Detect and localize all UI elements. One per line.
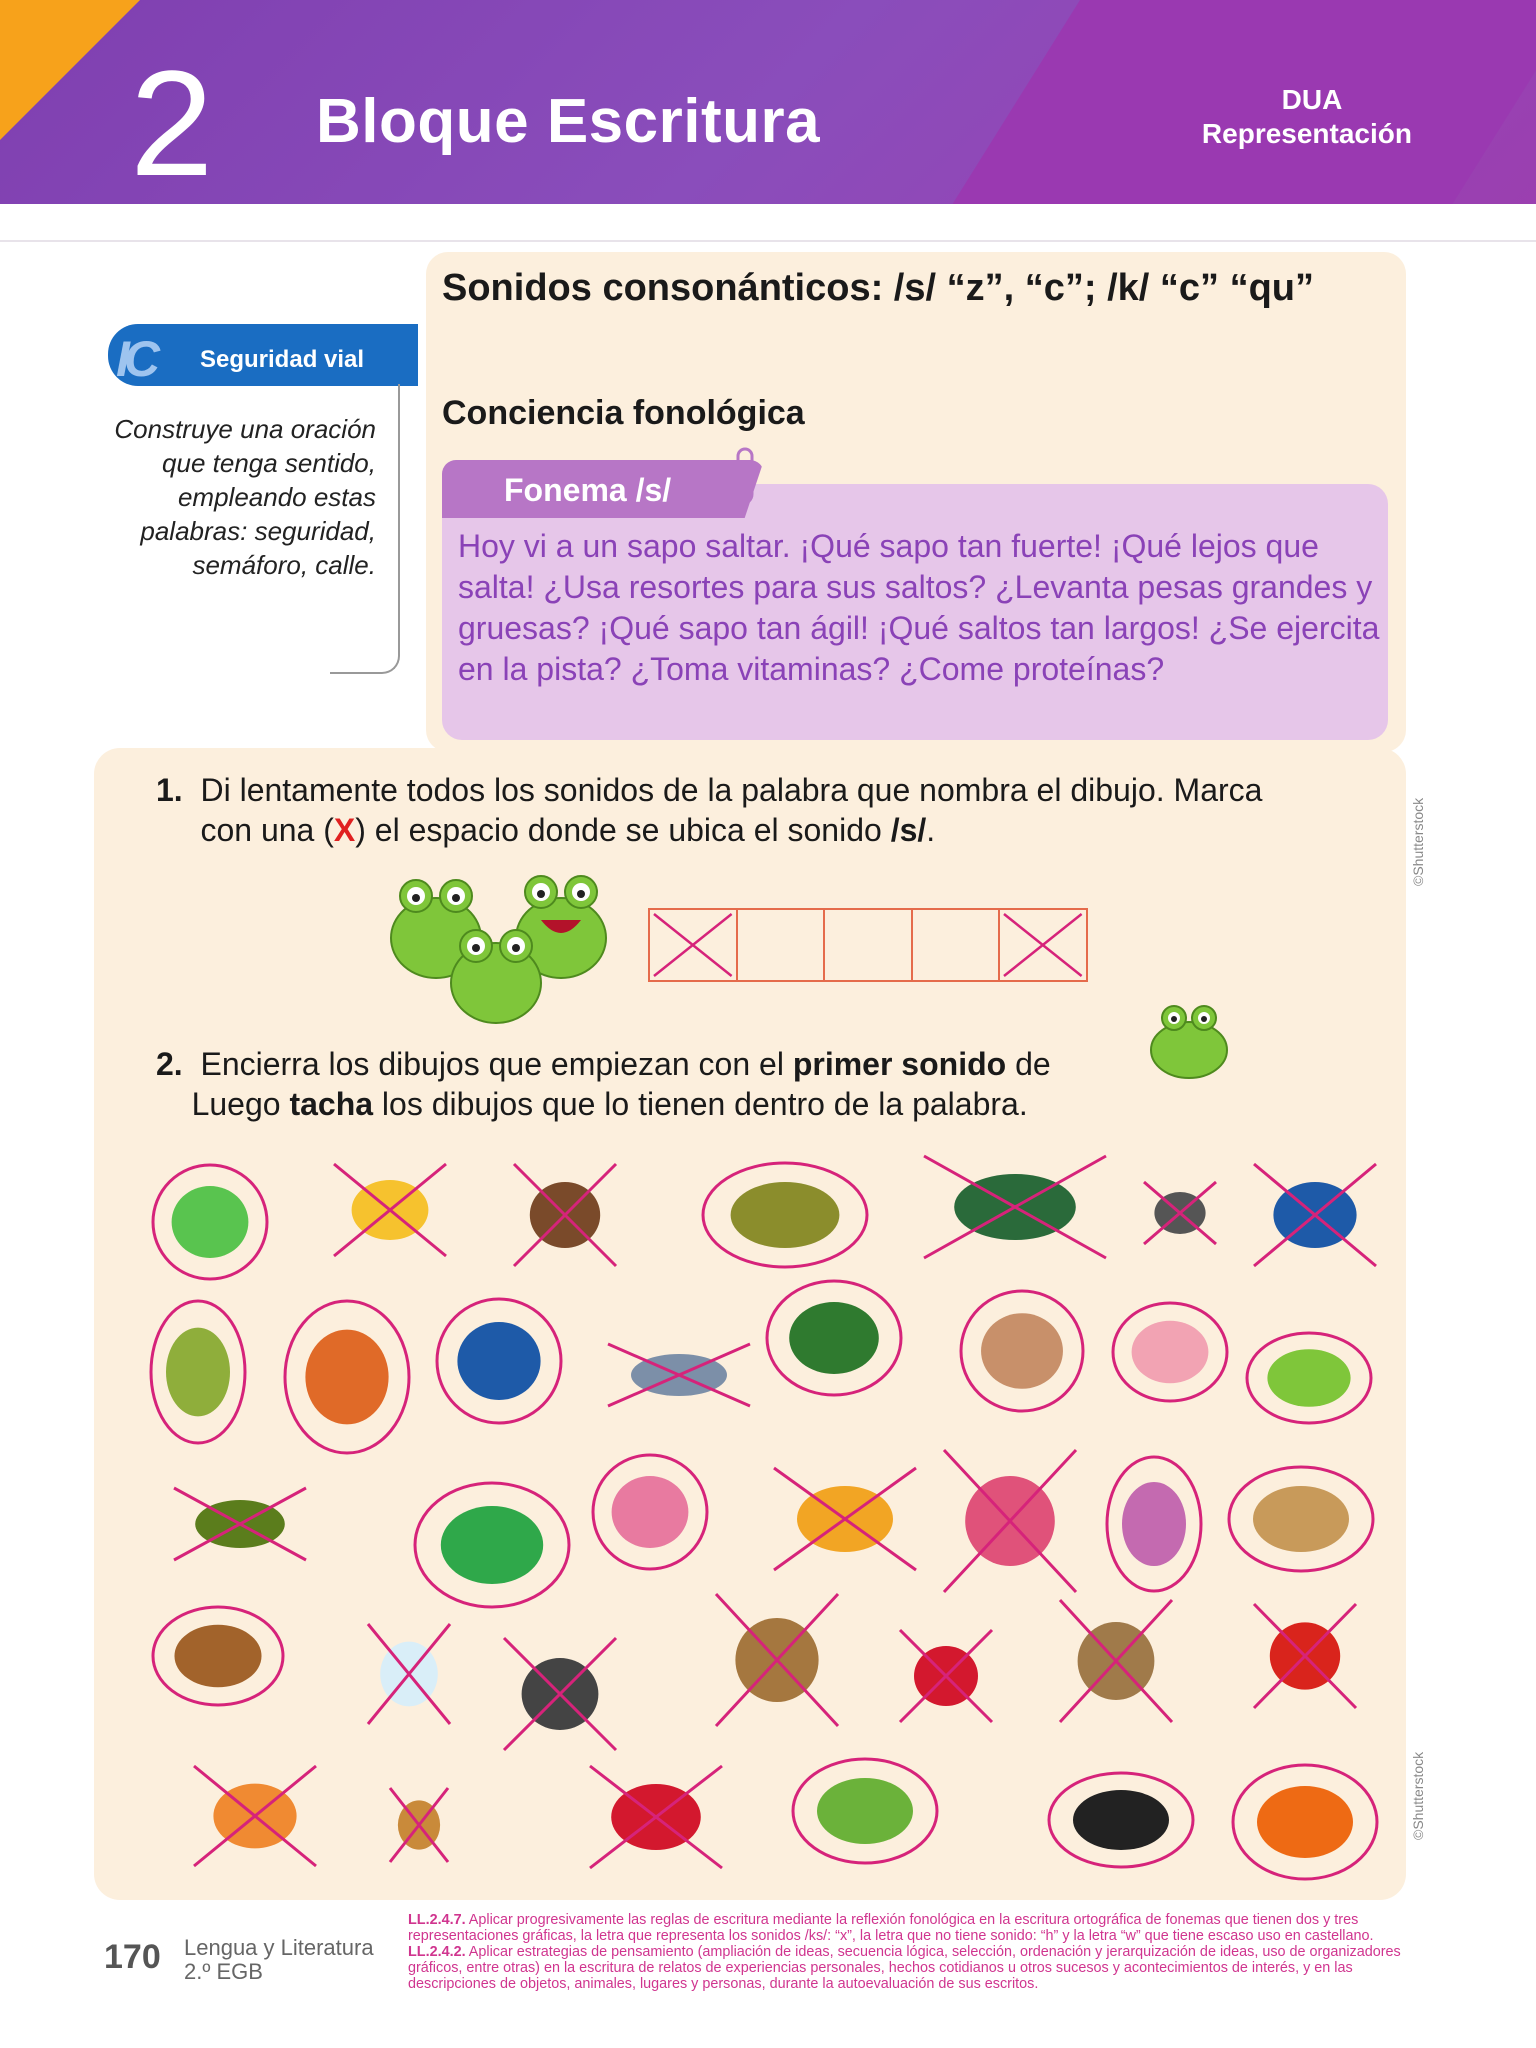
chapter-title: Bloque Escritura <box>316 87 821 156</box>
instruction-text: . <box>926 812 936 848</box>
objective-text: Aplicar estrategias de pensamiento (ampliación de ideas, secuencia lógica, selección, ordenación y jerarquización de ideas, uso de organizadores gráficos, entre otras) en la escritura de relatos de experiencias personales, hechos cotidianos u otros sucesos y acontecimientos de interés, y en las descripciones de objetos, animales, lugares y personas, durante la autoevaluación de sus escritos. <box>408 1944 1401 1992</box>
dua-title: DUA <box>1281 84 1343 115</box>
dua-label <box>1212 84 1412 116</box>
exercise-number: 2. <box>156 1046 183 1082</box>
verb: Encierra <box>200 1046 320 1082</box>
instruction-text: los dibujos que empiezan con el <box>319 1046 793 1082</box>
objective <box>408 1944 1408 1992</box>
sound-box[interactable] <box>650 910 738 980</box>
ic-logo-icon: IC <box>116 331 154 387</box>
sound-box[interactable] <box>913 910 1001 980</box>
x-mark-text: X <box>333 812 356 848</box>
paperclip-icon <box>728 444 762 508</box>
header-corner <box>0 0 140 140</box>
fonema-label: Fonema /s/ <box>504 472 672 508</box>
frogs-image <box>376 858 626 1028</box>
sound-box[interactable] <box>825 910 913 980</box>
chapter-number: 2 <box>130 39 214 207</box>
verb: Di <box>200 772 231 808</box>
emphasis: primer sonido <box>792 1046 1007 1082</box>
objective-text: Aplicar progresivamente las reglas de escritura mediante la reflexión fonológica en la escritura ortográfica de fonemas que tienen dos y tres representaciones gráficas, la letra que representa los sonidos /ks/: “x”, la letra que no tiene sonido: “h” y la letra “w” que tiene escaso uso en castellano. <box>408 1912 1374 1944</box>
objective <box>408 1912 1408 1944</box>
objective-code: LL.2.4.7. <box>408 1912 466 1928</box>
instruction-text: los dibujos que lo tienen dentro de la palabra. <box>373 1086 1028 1122</box>
x-mark-icon <box>650 910 736 980</box>
frog-icon <box>1144 1000 1234 1080</box>
sound-box[interactable] <box>738 910 826 980</box>
sound-boxes <box>648 908 1088 982</box>
phoneme: /s/ <box>890 812 927 848</box>
sound-box[interactable] <box>1000 910 1086 980</box>
instruction-text: con una ( <box>191 812 334 848</box>
x-mark-icon <box>1000 910 1086 980</box>
instruction-text: lentamente todos los sonidos de la palabra que nombra el dibujo. <box>230 772 1174 808</box>
objective-code: LL.2.4.2. <box>408 1944 466 1960</box>
dua-subtitle: Representación <box>1201 118 1412 149</box>
verb: tacha <box>289 1086 374 1122</box>
book-grade: 2.º EGB <box>184 1959 263 1984</box>
instruction-text: ) el espacio donde se ubica el sonido <box>355 812 891 848</box>
topic-title: Sonidos consonánticos: /s/ “z”, “c”; /k/ “c” “qu” <box>442 267 1314 309</box>
exercise-1 <box>156 770 1396 850</box>
page-number: 170 <box>104 1938 161 1976</box>
book-title: Lengua y Literatura <box>184 1935 374 1960</box>
image-credit: ©Shutterstock <box>1410 1751 1426 1840</box>
instruction-text: de <box>1006 1046 1051 1082</box>
side-text: Construye una oración que tenga sentido, empleando estas palabras: seguridad, semáforo, calle. <box>114 414 376 580</box>
section-title: Conciencia fonológica <box>442 394 805 432</box>
curriculum-objectives <box>408 1912 1408 1992</box>
exercise-number: 1. <box>156 772 183 808</box>
side-label: Seguridad vial <box>200 346 365 373</box>
instruction-text: Luego <box>191 1086 290 1122</box>
verb: Marca <box>1173 772 1263 808</box>
divider <box>0 240 1536 242</box>
book-info <box>184 1936 374 1984</box>
fonema-text: Hoy vi a un sapo saltar. ¡Qué sapo tan fuerte! ¡Qué lejos que salta! ¿Usa resortes para sus saltos? ¿Levanta pesas grandes y gruesas? ¡Qué sapo tan ágil! ¡Qué saltos tan largos! ¿Se ejercita en la pista? ¿Toma vitaminas? ¿Come proteínas? <box>458 528 1380 687</box>
image-credit: ©Shutterstock <box>1410 797 1426 886</box>
